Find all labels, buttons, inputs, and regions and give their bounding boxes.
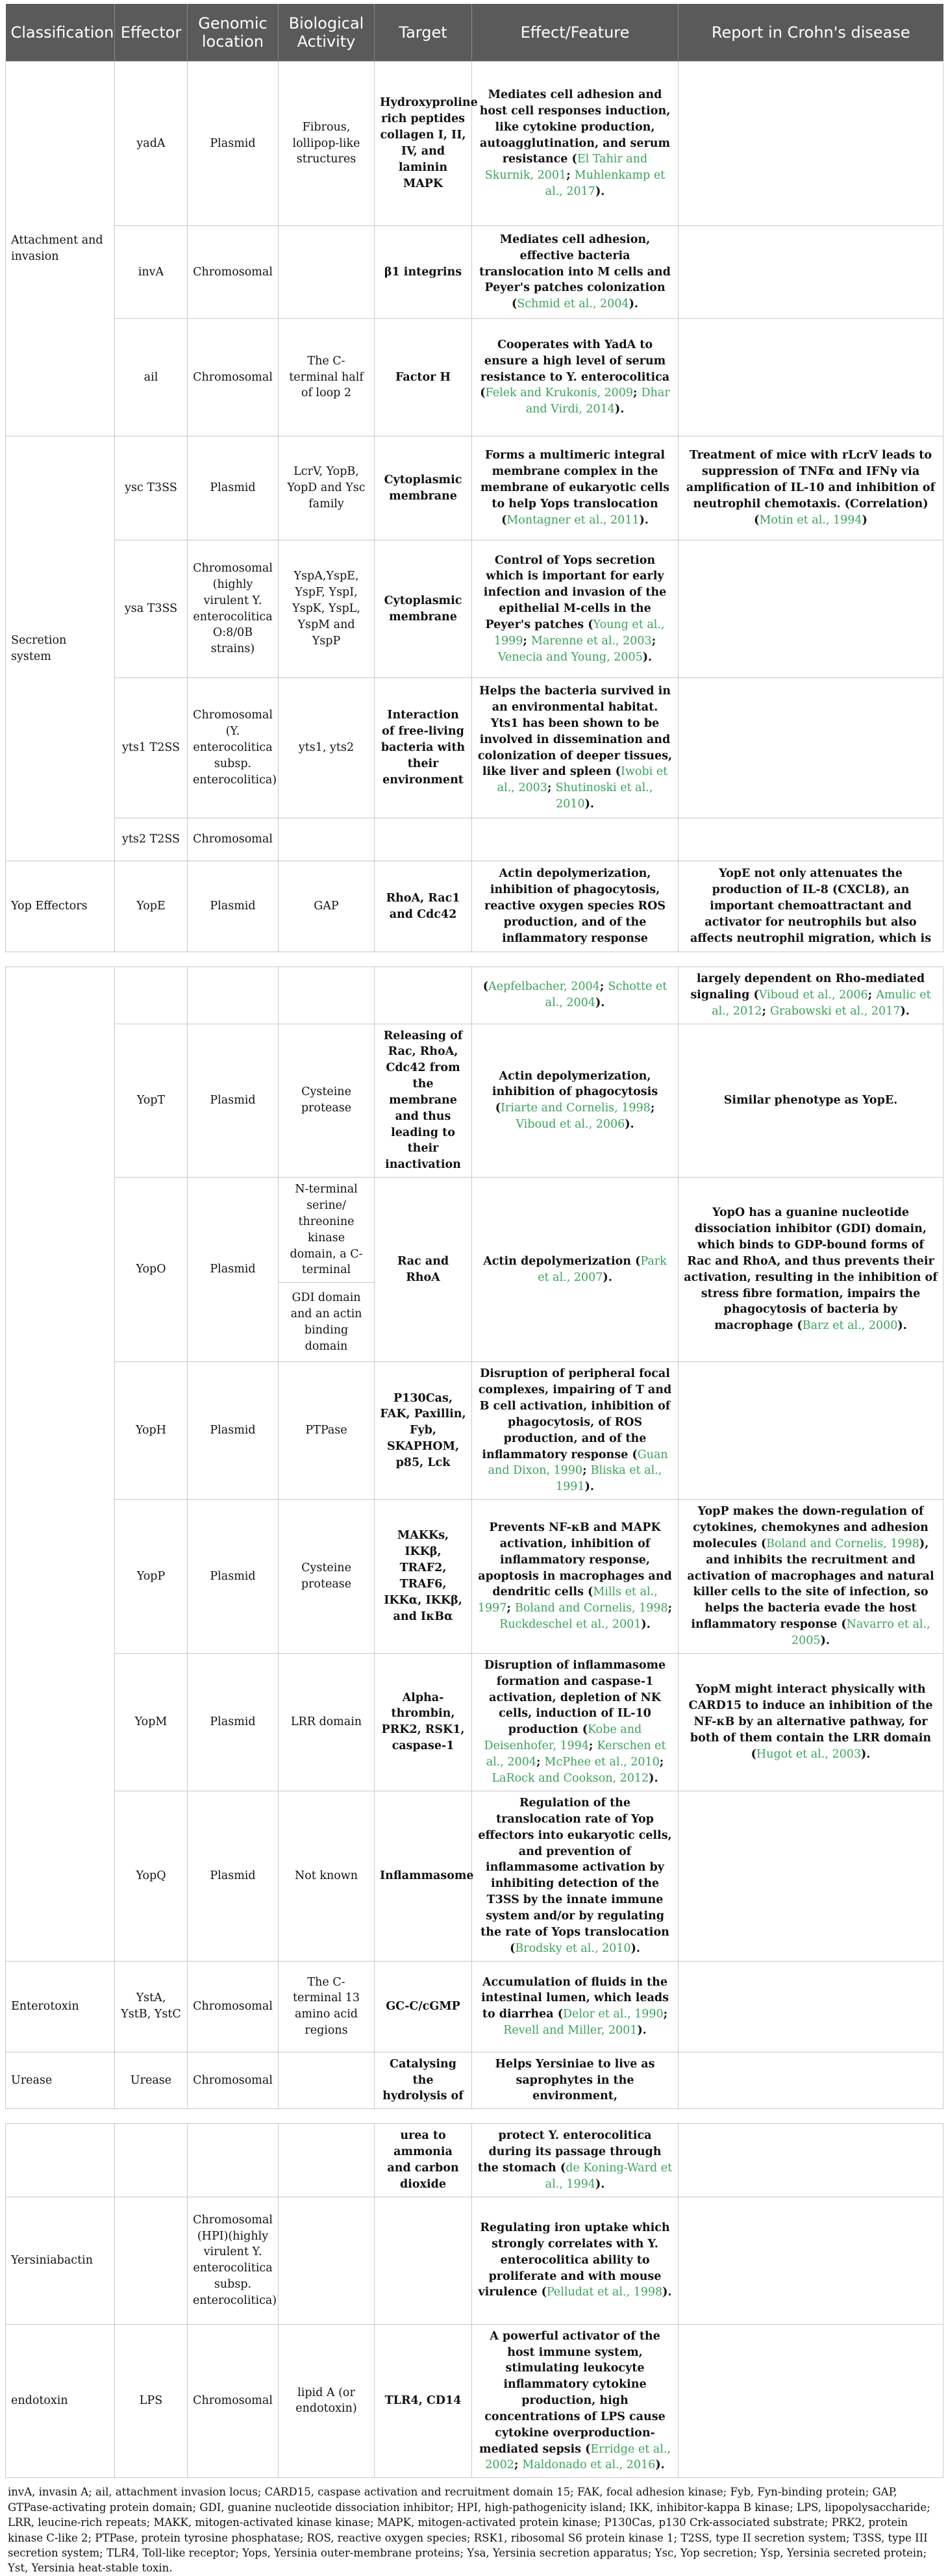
citation-link[interactable]: Viboud et al., 2006 [516,1118,625,1131]
location-cell: Plasmid [188,1362,279,1500]
table-row-lps [6,2324,943,2478]
citation-link[interactable]: de Koning-Ward et al., 1994 [545,2162,673,2191]
location-cell: Chromosomal [188,818,279,861]
effector-cell: YopO [115,1178,188,1362]
location-cell: Chromosomal (HPI)(highly virulent Y. enterocolitica subsp. enterocolitica) [188,2197,279,2324]
header-target: Target [375,4,472,62]
effector-cell: YopM [115,1653,188,1791]
citation-link[interactable]: Grabowski et al., 2017 [770,1004,901,1018]
activity-cell: GDI domain and an actin binding domain [279,1283,375,1362]
effector-cell [115,2124,188,2197]
table-row-ysa [6,540,943,678]
citation-link[interactable]: Dhar and Virdi, 2014 [525,386,670,416]
target-cell: Hydroxyproline rich peptides collagen I, II, IV, and laminin MAPK [375,62,472,226]
target-cell: Cytoplasmic membrane [375,540,472,678]
activity-cell: PTPase [279,1362,375,1500]
location-cell: Plasmid [188,1500,279,1654]
table-row-ail [6,319,943,436]
citation-link[interactable]: Marenne et al., 2003 [530,634,652,648]
table-row-urease [6,2052,943,2109]
effect-cell: Actin depolymerization, inhibition of phagocytosis, reactive oxygen species ROS production, and of the inflammatory response [472,861,679,952]
target-cell: MAKKs, IKKβ, TRAF2, TRAF6, IKKα, IKKβ, and IκBα [375,1500,472,1654]
document [5,4,943,2576]
citation-link[interactable]: Iwobi et al., 2003 [497,765,668,795]
table-row-yoph [6,1362,943,1500]
report-cell: YopO has a guanine nucleotide dissociation inhibitor (GDI) domain, which binds to GDP-bound forms of Rac and RhoA, and thus prevents their activation, resulting in the inhibition of stress fibre formation, impairs the phagocytosis of bacteria by macrophage (Barz et al., 2000). [679,1178,943,1362]
citation-link[interactable]: Barz et al., 2000 [802,1319,898,1333]
target-cell: GC-C/cGMP [375,1961,472,2052]
location-cell: Chromosomal (Y. enterocolitica subsp. enterocolitica) [188,678,279,818]
report-cell [679,678,943,818]
citation-link[interactable]: Kerschen et al., 2004 [486,1739,666,1769]
group-yop: Yop Effectors [6,861,115,952]
effector-cell [115,967,188,1024]
table-row-yersiniabactin [6,2197,943,2324]
group-urease: Urease [6,2052,115,2109]
activity-cell: Cysteine protease [279,1024,375,1178]
group-yop-continued [6,967,115,1962]
citation-link[interactable]: Montagner et al., 2011 [506,513,640,527]
location-cell [188,2124,279,2197]
target-cell [375,967,472,1024]
effect-cell: Actin depolymerization (Park et al., 2007). [472,1178,679,1362]
citation-link[interactable]: Brodsky et al., 2010 [515,1941,631,1955]
citation-link[interactable]: Iriarte and Cornelis, 1998 [500,1102,651,1115]
table-row-yts2 [6,818,943,861]
activity-cell: Fibrous, lollipop-like structures [279,62,375,226]
citation-link[interactable]: LaRock and Cookson, 2012 [492,1771,649,1785]
activity-cell: The C-terminal half of loop 2 [279,319,375,436]
location-cell: Plasmid [188,1791,279,1961]
citation-link[interactable]: Erridge et al., 2002 [485,2442,671,2472]
report-cell: largely dependent on Rho-mediated signaling (Viboud et al., 2006; Amulic et al., 2012; Grabowski et al., 2017). [679,967,943,1024]
target-cell: Rac and RhoA [375,1178,472,1362]
report-cell: Treatment of mice with rLcrV leads to suppression of TNFα and IFNγ via amplification of IL-10 and inhibition of neutrophil chemotaxis. (Correlation) (Motin et al., 1994) [679,436,943,540]
activity-cell: Cysteine protease [279,1500,375,1654]
effector-cell: invA [115,226,188,319]
location-cell: Chromosomal [188,2052,279,2109]
citation-link[interactable]: Guan and Dixon, 1990 [488,1448,668,1478]
citation-link[interactable]: Schmid et al., 2004 [517,297,629,311]
group-enterotoxin: Enterotoxin [6,1961,115,2052]
table-row-yopo [6,1178,943,1283]
report-cell: Similar phenotype as YopE. [679,1024,943,1178]
citation-link[interactable]: Aepfelbacher, 2004 [488,980,600,994]
location-cell: Plasmid [188,1024,279,1178]
effector-cell: LPS [115,2324,188,2478]
effector-cell [115,2197,188,2324]
location-cell: Chromosomal (highly virulent Y. enterocolitica O:8/0B strains) [188,540,279,678]
effect-cell: Accumulation of fluids in the intestinal lumen, which leads to diarrhea (Delor et al., 1990; Revell and Miller, 2001). [472,1961,679,2052]
citation-link[interactable]: Navarro et al., 2005 [792,1618,930,1647]
abbreviations-footnote: invA, invasin A; ail, attachment invasion locus; CARD15, caspase activation and recruitment domain 15; FAK, focal adhesion kinase; Fyb, Fyn-binding protein; GAP, GTPase-activating protein domain; GDI, guanine nucleotide dissociation inhibitor; HPI, high-pathogenicity island; IKK, inhibitor-kappa B kinase; LPS, lipopolysaccharide; LRR, leucine-rich repeats; MAKK, mitogen-activated kinase kinase; MAPK, mitogen-activated protein kinase; P130Cas, p130 Crk-associated substrate; PRK2, protein kinase C-like 2; PTPase, protein tyrosine phosphatase; ROS, reactive oxygen species; RSK1, ribosomal S6 protein kinase 1; T2SS, type II secretion system; T3SS, type III secretion system; TLR4, Toll-like receptor; Yops, Yersinia outer-membrane proteins; Ysa, Yersinia secretion apparatus; Ysc, Yop secretion; Ysp, Yersinia secreted protein; Yst, Yersinia heat-stable toxin. [8,2486,930,2575]
citation-link[interactable]: Shutinoski et al., 2010 [555,781,653,811]
virulence-factors-table [5,4,943,2478]
effector-cell: YopT [115,1024,188,1178]
activity-cell [279,2197,375,2324]
header-classification: Classification [6,4,115,62]
citation-link[interactable]: Viboud et al., 2006 [758,988,868,1002]
report-cell: YopP makes the down-regulation of cytokines, chemokynes and adhesion molecules (Boland and Cornelis, 1998), and inhibits the recruitment and activation of macrophages and natural killer cells to the site of infection, so helps the bacteria evade the host inflammatory response (Navarro et al., 2005). [679,1500,943,1654]
citation-link[interactable]: Delor et al., 1990 [562,2008,664,2021]
effector-cell: ysc T3SS [115,436,188,540]
activity-cell: The C-terminal 13 amino acid regions [279,1961,375,2052]
effect-cell: protect Y. enterocolitica during its passage through the stomach (de Koning-Ward et al., 1994). [472,2124,679,2197]
report-cell [679,2124,943,2197]
effect-cell: Mediates cell adhesion, effective bacteria translocation into M cells and Peyer's patches colonization (Schmid et al., 2004). [472,226,679,319]
table-row-inva [6,226,943,319]
report-cell [679,1362,943,1500]
effector-cell: YopH [115,1362,188,1500]
activity-cell: Not known [279,1791,375,1961]
effect-cell: Helps Yersiniae to live as saprophytes in the environment, [472,2052,679,2109]
activity-cell: LRR domain [279,1653,375,1791]
citation-link[interactable]: McPhee et al., 2010 [544,1755,660,1769]
effect-cell: A powerful activator of the host immune system, stimulating leukocyte inflammatory cytokine production, high concentrations of LPS cause cytokine overproduction-mediated sepsis (Erridge et al., 2002; Maldonado et al., 2016). [472,2324,679,2478]
activity-cell [279,226,375,319]
citation-link[interactable]: Schotte et al., 2004 [545,980,667,1010]
citation-link[interactable]: Revell and Miller, 2001 [503,2024,638,2038]
location-cell: Chromosomal [188,2324,279,2478]
effect-cell: Helps the bacteria survived in an environmental habitat. Yts1 has been shown to be involved in dissemination and colonization of deeper tissues, like liver and spleen (Iwobi et al., 2003; Shutinoski et al., 2010). [472,678,679,818]
citation-link[interactable]: Motin et al., 1994 [759,513,862,527]
table-row-yst [6,1961,943,2052]
activity-cell [279,2052,375,2109]
citation-link[interactable]: Park et al., 2007 [538,1254,667,1284]
effector-cell: Urease [115,2052,188,2109]
location-cell: Plasmid [188,1178,279,1362]
target-cell [375,2197,472,2324]
location-cell: Plasmid [188,1653,279,1791]
location-cell: Chromosomal [188,226,279,319]
activity-cell: GAP [279,861,375,952]
target-cell: Alpha-thrombin, PRK2, RSK1, caspase-1 [375,1653,472,1791]
effect-cell: Cooperates with YadA to ensure a high level of serum resistance to Y. enterocolitica (Felek and Krukonis, 2009; Dhar and Virdi, 2014). [472,319,679,436]
citation-link[interactable]: Ruckdeschel et al., 2001 [499,1618,642,1632]
activity-cell [279,818,375,861]
table-row-ysc [6,436,943,540]
target-cell: Releasing of Rac, RhoA, Cdc42 from the membrane and thus leading to their inactivation [375,1024,472,1178]
citation-link[interactable]: Boland and Cornelis, 1998 [514,1602,668,1615]
activity-cell: LcrV, YopB, YopD and Ysc family [279,436,375,540]
report-cell [679,818,943,861]
location-cell [188,967,279,1024]
table-row-yopt [6,1024,943,1178]
effect-cell: Regulating iron uptake which strongly correlates with Y. enterocolitica ability to proliferate and with mouse virulence (Pelludat et al., 1998). [472,2197,679,2324]
effector-cell: yts2 T2SS [115,818,188,861]
location-cell: Chromosomal [188,1961,279,2052]
target-cell: Cytoplasmic membrane [375,436,472,540]
report-cell [679,2197,943,2324]
header-row [6,4,943,62]
target-cell: RhoA, Rac1 and Cdc42 [375,861,472,952]
group-cell [6,2124,115,2197]
group-endotoxin: endotoxin [6,2324,115,2478]
citation-link[interactable]: Venecia and Young, 2005 [497,650,643,664]
effect-cell: Regulation of the translocation rate of Yop effectors into eukaryotic cells, and prevention of inflammasome activation by inhibiting detection of the T3SS by the innate immune system and/or by regulating the rate of Yops translocation (Brodsky et al., 2010). [472,1791,679,1961]
table-row-yada [6,62,943,226]
activity-cell [279,967,375,1024]
report-cell: YopM might interact physically with CARD15 to induce an inhibition of the NF-κB by an alternative pathway, for both of them contain the LRR domain (Hugot et al., 2003). [679,1653,943,1791]
location-cell: Plasmid [188,62,279,226]
target-cell: β1 integrins [375,226,472,319]
effector-cell: YopP [115,1500,188,1654]
effect-cell [472,818,679,861]
group-yersiniabactin: Yersiniabactin [6,2197,115,2324]
effect-cell: Mediates cell adhesion and host cell responses induction, like cytokine production, autoagglutination, and serum resistance (El Tahir and Skurnik, 2001; Muhlenkamp et al., 2017). [472,62,679,226]
table-row-yopq [6,1791,943,1961]
table-row-urease-cont [6,2124,943,2197]
effector-cell: YopE [115,861,188,952]
target-cell: Interaction of free-living bacteria with their environment [375,678,472,818]
table-row-yts1 [6,678,943,818]
effect-cell: (Aepfelbacher, 2004; Schotte et al., 2004). [472,967,679,1024]
activity-cell: YspA,YspE, YspF, YspI, YspK, YspL, YspM and YspP [279,540,375,678]
citation-link[interactable]: Muhlenkamp et al., 2017 [545,169,666,199]
activity-cell: yts1, yts2 [279,678,375,818]
effect-cell: Disruption of peripheral focal complexes, impairing of T and B cell activation, inhibition of phagocytosis, of ROS production, and of the inflammatory response (Guan and Dixon, 1990; Bliska et al., 1991). [472,1362,679,1500]
target-cell: TLR4, CD14 [375,2324,472,2478]
header-report: Report in Crohn's disease [679,4,943,62]
effect-cell: Disruption of inflammasome formation and caspase-1 activation, depletion of NK cells, induction of IL-10 production (Kobe and Deisenhofer, 1994; Kerschen et al., 2004; McPhee et al., 2010; LaRock and Cookson, 2012). [472,1653,679,1791]
activity-cell [279,2124,375,2197]
report-cell [679,2324,943,2478]
citation-link[interactable]: Maldonado et al., 2016 [522,2458,656,2472]
effector-cell: yts1 T2SS [115,678,188,818]
target-cell: Inflammasome [375,1791,472,1961]
citation-link[interactable]: Pelludat et al., 1998 [546,2286,663,2299]
header-genomic-location: Genomic location [188,4,279,62]
report-cell [679,319,943,436]
report-cell: YopE not only attenuates the production of IL-8 (CXCL8), an important chemoattractant and activator for neutrophils but also affects neutrophil migration, which is [679,861,943,952]
header-biological-activity: Biological Activity [279,4,375,62]
effector-cell: yadA [115,62,188,226]
location-cell: Chromosomal [188,319,279,436]
citation-link[interactable]: Mills et al., 1997 [477,1585,658,1615]
location-cell: Plasmid [188,436,279,540]
citation-link[interactable]: El Tahir and Skurnik, 2001 [484,153,648,183]
report-cell [679,540,943,678]
citation-link[interactable]: Young et al., 1999 [493,618,665,648]
table-row-yope-cont [6,967,943,1024]
effector-cell: ail [115,319,188,436]
effector-cell: ysa T3SS [115,540,188,678]
citation-link[interactable]: Bliska et al., 1991 [556,1464,662,1494]
effector-cell: YstA, YstB, YstC [115,1961,188,2052]
page-break [6,952,943,967]
target-cell: P130Cas, FAK, Paxillin, Fyb, SKAPHOM, p85, Lck [375,1362,472,1500]
effect-cell: Actin depolymerization, inhibition of phagocytosis (Iriarte and Cornelis, 1998; Viboud et al., 2006). [472,1024,679,1178]
activity-cell: lipid A (or endotoxin) [279,2324,375,2478]
table-row-yopp [6,1500,943,1654]
report-cell [679,1961,943,2052]
report-cell [679,1791,943,1961]
table-row-yope [6,861,943,952]
activity-cell: N-terminal serine/ threonine kinase domain, a C-terminal [279,1178,375,1283]
citation-link[interactable]: Hugot et al., 2003 [756,1747,861,1761]
citation-link[interactable]: Kobe and Deisenhofer, 1994 [484,1723,642,1753]
effect-cell: Prevents NF-κB and MAPK activation, inhibition of inflammatory response, apoptosis in macrophages and dendritic cells (Mills et al., 1997; Boland and Cornelis, 1998; Ruckdeschel et al., 2001). [472,1500,679,1654]
target-cell: Catalysing the hydrolysis of [375,2052,472,2109]
group-attachment: Attachment and invasion [6,62,115,436]
report-cell [679,62,943,226]
citation-link[interactable]: Felek and Krukonis, 2009 [485,386,634,400]
citation-link[interactable]: Boland and Cornelis, 1998 [766,1537,919,1550]
group-secretion: Secretion system [6,436,115,861]
target-cell: Factor H [375,319,472,436]
effector-cell: YopQ [115,1791,188,1961]
target-cell: urea to ammonia and carbon dioxide [375,2124,472,2197]
table-row-yopm [6,1653,943,1791]
header-effector: Effector [115,4,188,62]
header-effect: Effect/Feature [472,4,679,62]
citation-link[interactable]: Amulic et al., 2012 [712,988,931,1018]
effect-cell: Control of Yops secretion which is important for early infection and invasion of the epithelial M-cells in the Peyer's patches (Young et al., 1999; Marenne et al., 2003; Venecia and Young, 2005). [472,540,679,678]
report-cell [679,226,943,319]
effect-cell: Forms a multimeric integral membrane complex in the membrane of eukaryotic cells to help Yops translocation (Montagner et al., 2011). [472,436,679,540]
page-break [6,2109,943,2124]
target-cell [375,818,472,861]
report-cell [679,2052,943,2109]
location-cell: Plasmid [188,861,279,952]
